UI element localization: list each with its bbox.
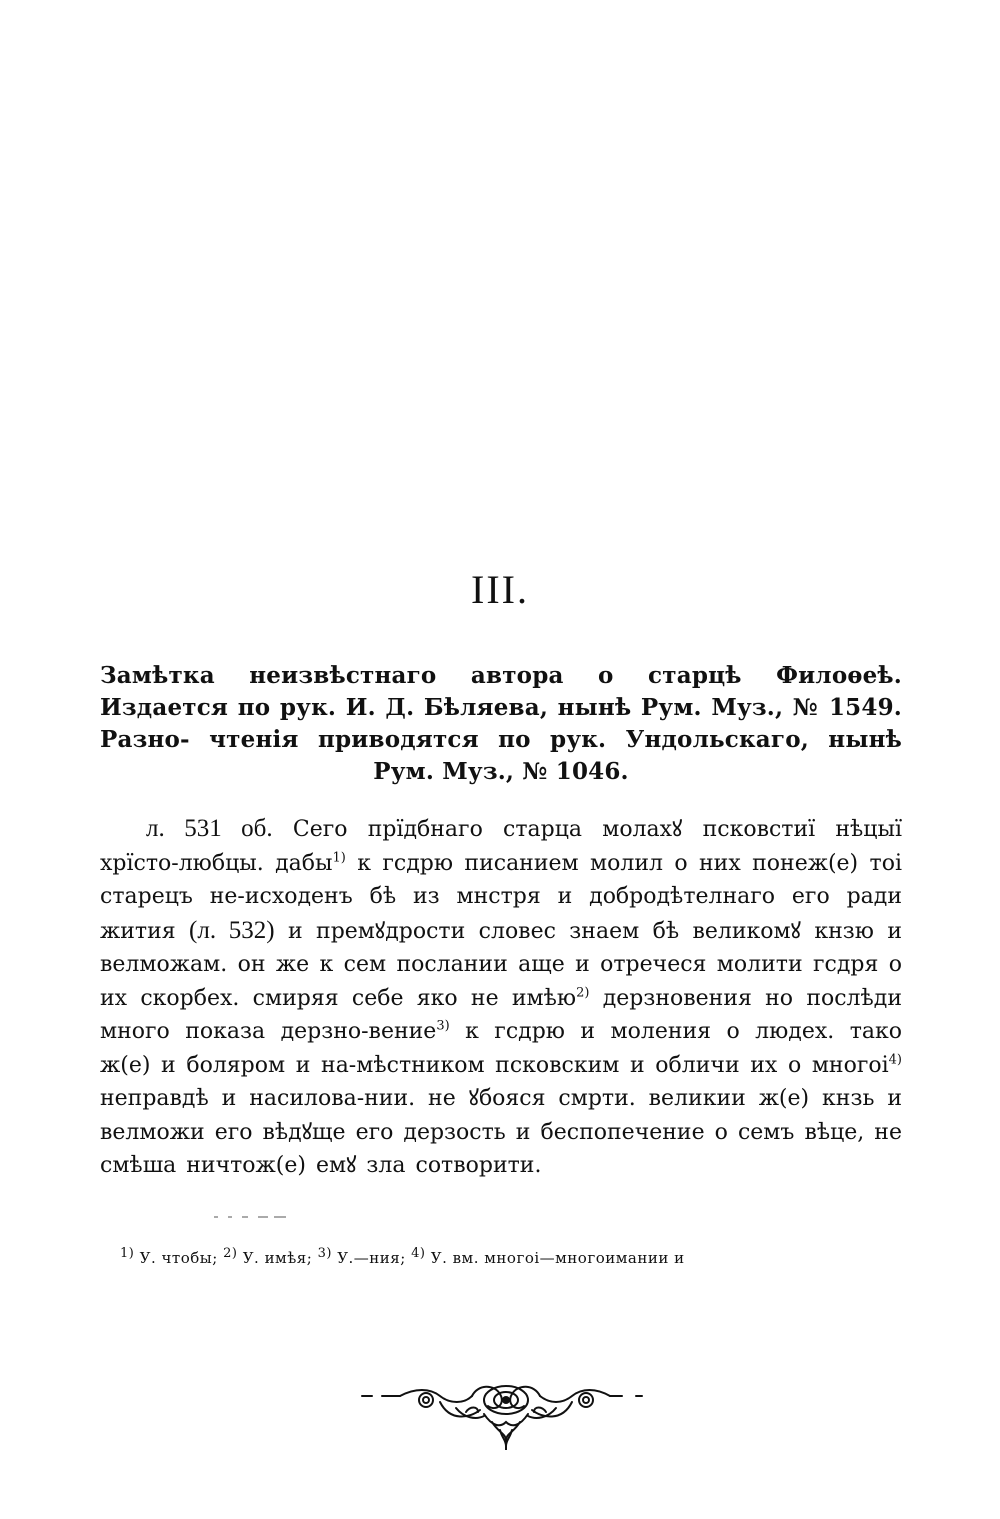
- footnote-2-marker: 2): [223, 1246, 238, 1261]
- folio-reference-start: л. 531 об.: [146, 815, 273, 842]
- footnote-separator: [214, 1212, 286, 1222]
- footnote-marker-3: 3): [436, 1018, 450, 1034]
- chapter-numeral: III.: [471, 567, 529, 612]
- footnote-marker-2: 2): [576, 985, 590, 1001]
- folio-reference-mid: (л. 532): [189, 916, 275, 944]
- heading-line-1: Замѣтка неизвѣстнаго автора о старцѣ Филоѳеѣ. Издается: [100, 662, 902, 721]
- section-heading: [100, 660, 902, 788]
- body-segment-5: к гсдрю и моления о людех. тако ж(е) и боляром и на-мѣстником псковским и обличи их о многоі: [100, 1019, 902, 1078]
- body-segment-4: дерзновения но послѣди много показа дерзно-вение: [100, 985, 903, 1044]
- heading-line-4: № 1046.: [522, 758, 629, 785]
- body-segment-2: к гсдрю писанием молил о них понеж(е) тоі старецъ не-исходенъ бѣ из мнстря и добродѣтелнаго его ради жития: [100, 850, 902, 944]
- footnote-3-marker: 3): [317, 1246, 332, 1261]
- footnote-4-marker: 4): [411, 1246, 426, 1261]
- footnote-4-text: У. вм. многоі—многоимании и: [430, 1249, 685, 1267]
- body-segment-1: Сего прїдбнаго старца молахꙋ псковстиї нѣцыї хрїсто-любцы. дабы: [100, 817, 902, 876]
- body-paragraph: [100, 812, 902, 1183]
- footnotes: [120, 1246, 880, 1270]
- heading-line-3: чтенія приводятся по рук. Ундольскаго, нынѣ Рум. Муз.,: [209, 726, 902, 785]
- footnote-3-text: У.—ния;: [337, 1249, 406, 1267]
- heading-line-2: по рук. И. Д. Бѣляева, нынѣ Рум. Муз., № 1549. Разно-: [100, 694, 902, 753]
- decorative-tailpiece-ornament: [360, 1382, 650, 1452]
- footnote-2-text: У. имѣя;: [242, 1249, 313, 1267]
- footnote-marker-4: 4): [888, 1052, 902, 1068]
- body-segment-6: неправдѣ и насилова-нии. не ꙋбояся смрти. великии ж(е) кнзь и велможи его вѣдꙋще его дерзость и беспопечение о семъ вѣце, не смѣша ничтож(е) емꙋ зла сотворити.: [100, 1086, 902, 1178]
- footnote-1-text: У. чтобы;: [139, 1249, 218, 1267]
- body-segment-3: и премꙋдрости словес знаем бѣ великомꙋ кнзю и велможам. он же к сем послании аще и отречеся молити гсдря о их скорбех. смиряя себе яко не имѣю: [100, 918, 902, 1011]
- footnote-marker-1: 1): [332, 850, 346, 866]
- footnote-1-marker: 1): [120, 1246, 135, 1261]
